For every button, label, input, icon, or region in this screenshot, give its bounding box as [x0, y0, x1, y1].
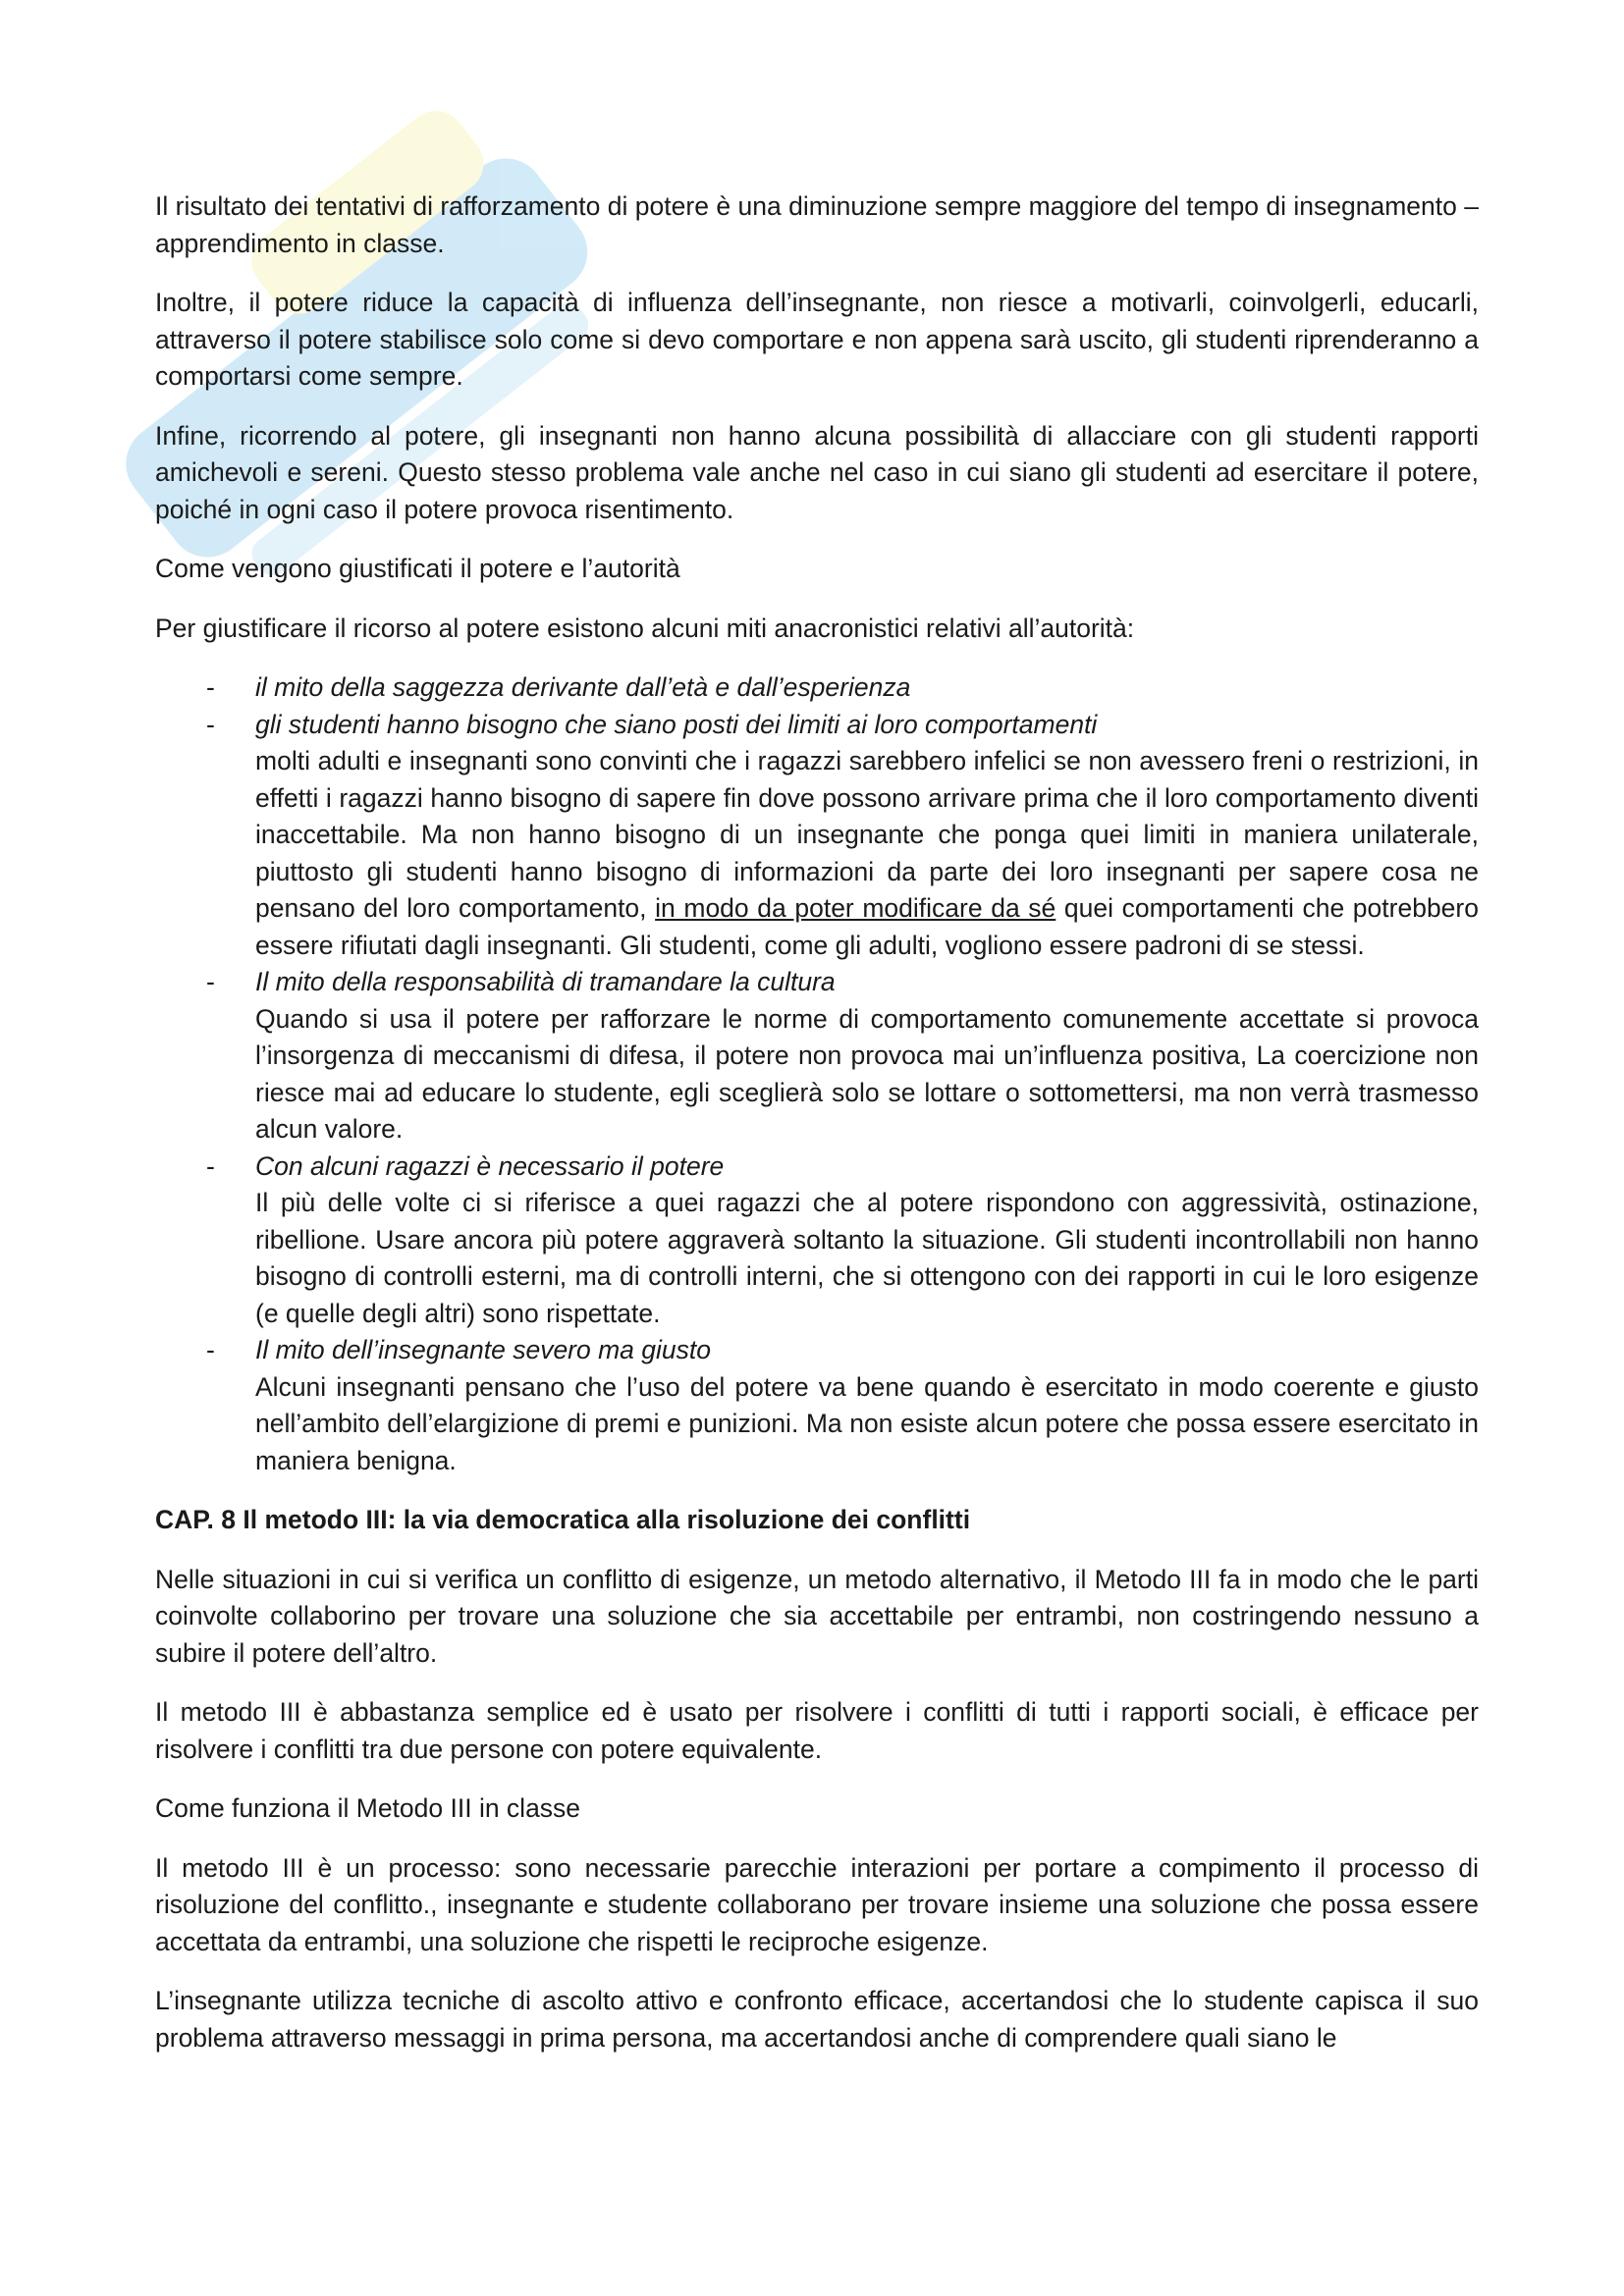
section-subheading: Come vengono giustificati il potere e l’autorità	[155, 554, 680, 583]
list-item	[155, 1148, 1479, 1333]
paragraph: Nelle situazioni in cui si verifica un conflitto di esigenze, un metodo alternativo, il Metodo III fa in modo che le parti coinvolte collaborino per trovare una soluzione che sia accettabile per entrambi, non costringendo nessuno a subire il potere dell’altro.	[155, 1564, 1479, 1668]
list-dash: -	[206, 1150, 215, 1181]
paragraph: Infine, ricorrendo al potere, gli insegnanti non hanno alcuna possibilità di allacciare con gli studenti rapporti amichevoli e sereni. Questo stesso problema vale anche nel caso in cui siano gli studenti ad esercitare il potere, poiché in ogni caso il potere provoca risentimento.	[155, 420, 1479, 524]
paragraph: Inoltre, il potere riduce la capacità di influenza dell’insegnante, non riesce a motivarli, coinvolgerli, educarli, attraverso il potere stabilisce solo come si devo comportare e non appena sarà uscito, gli studenti riprenderanno a comportarsi come sempre.	[155, 288, 1479, 391]
myth-title: Con alcuni ragazzi è necessario il potere	[255, 1150, 725, 1181]
paragraph: Il metodo III è un processo: sono necessarie parecchie interazioni per portare a compimento il processo di risoluzione del conflitto., insegnante e studente collaborano per trovare insieme una soluzione che possa essere accettata da entrambi, una soluzione che rispetti le reciproche esigenze.	[155, 1852, 1479, 1956]
section-subheading: Come funziona il Metodo III in classe	[155, 1793, 581, 1823]
chapter-heading: CAP. 8 Il metodo III: la via democratica alla risoluzione dei conflitti	[155, 1505, 971, 1534]
myth-title: Il mito della responsabilità di tramandare la cultura	[255, 967, 836, 996]
myth-title: gli studenti hanno bisogno che siano posti dei limiti ai loro comportamenti	[255, 709, 1098, 739]
list-item	[155, 1332, 1479, 1479]
list-dash: -	[206, 709, 215, 739]
myth-body-start: molti adulti e insegnanti sono convinti che i ragazzi sarebbero infelici se non avessero freni o restrizioni, in effetti i ragazzi hanno bisogno di sapere fin dove possono arrivare prima che il loro comportamento diventi inaccettabile. Ma non hanno bisogno di un insegnante che ponga quei limiti in maniera unilaterale, piuttosto gli studenti hanno bisogno di informazioni da parte dei loro insegnanti per sapere cosa ne pensano del loro comportamento,	[255, 746, 1479, 923]
myth-body	[255, 746, 1479, 960]
list-dash: -	[206, 672, 215, 702]
paragraph: Per giustificare il ricorso al potere esistono alcuni miti anacronistici relativi all’autorità:	[155, 613, 1135, 643]
myth-body: Quando si usa il potere per rafforzare le norme di comportamento comunemente accettate si provoca l’insorgenza di meccanismi di difesa, il potere non provoca mai un’influenza positiva, La coercizione non riesce mai ad educare lo studente, egli sceglierà solo se lottare o sottomettersi, ma non verrà trasmesso alcun valore.	[255, 1003, 1479, 1144]
myth-body-end: quei comportamenti che potrebbero essere rifiutati dagli insegnanti. Gli studenti, come gli adulti, vogliono essere padroni di se stessi.	[255, 893, 1479, 960]
paragraph: Il risultato dei tentativi di rafforzamento di potere è una diminuzione sempre maggiore del tempo di insegnamento – apprendimento in classe.	[155, 191, 1479, 258]
myths-list	[155, 669, 1479, 1479]
paragraph: L’insegnante utilizza tecniche di ascolto attivo e confronto efficace, accertandosi che lo studente capisca il suo problema attraverso messaggi in prima persona, ma accertandosi anche di comprendere quali siano le	[155, 1986, 1479, 2053]
underlined-phrase: in modo da poter modificare da sé	[655, 893, 1056, 923]
myth-title: il mito della saggezza derivante dall’età e dall’esperienza	[255, 672, 911, 702]
myth-body: Il più delle volte ci si riferisce a quei ragazzi che al potere rispondono con aggressività, ostinazione, ribellione. Usare ancora più potere aggraverà soltanto la situazione. Gli studenti incontrollabili non hanno bisogno di controlli esterni, ma di controlli interni, che si ottengono con dei rapporti in cui le loro esigenze (e quelle degli altri) sono rispettate.	[255, 1188, 1479, 1328]
paragraph: Il metodo III è abbastanza semplice ed è usato per risolvere i conflitti di tutti i rapporti sociali, è efficace per risolvere i conflitti tra due persone con potere equivalente.	[155, 1697, 1479, 1764]
myth-body: Alcuni insegnanti pensano che l’uso del potere va bene quando è esercitato in modo coerente e giusto nell’ambito dell’elargizione di premi e punizioni. Ma non esiste alcun potere che possa essere esercitato in maniera benigna.	[255, 1371, 1479, 1475]
list-item	[155, 669, 1479, 707]
list-item	[155, 964, 1479, 1148]
list-item	[155, 707, 1479, 965]
myth-title: Il mito dell’insegnante severo ma giusto	[255, 1335, 711, 1364]
list-dash: -	[206, 967, 215, 996]
list-dash: -	[206, 1335, 215, 1364]
document-body	[155, 188, 1479, 2079]
